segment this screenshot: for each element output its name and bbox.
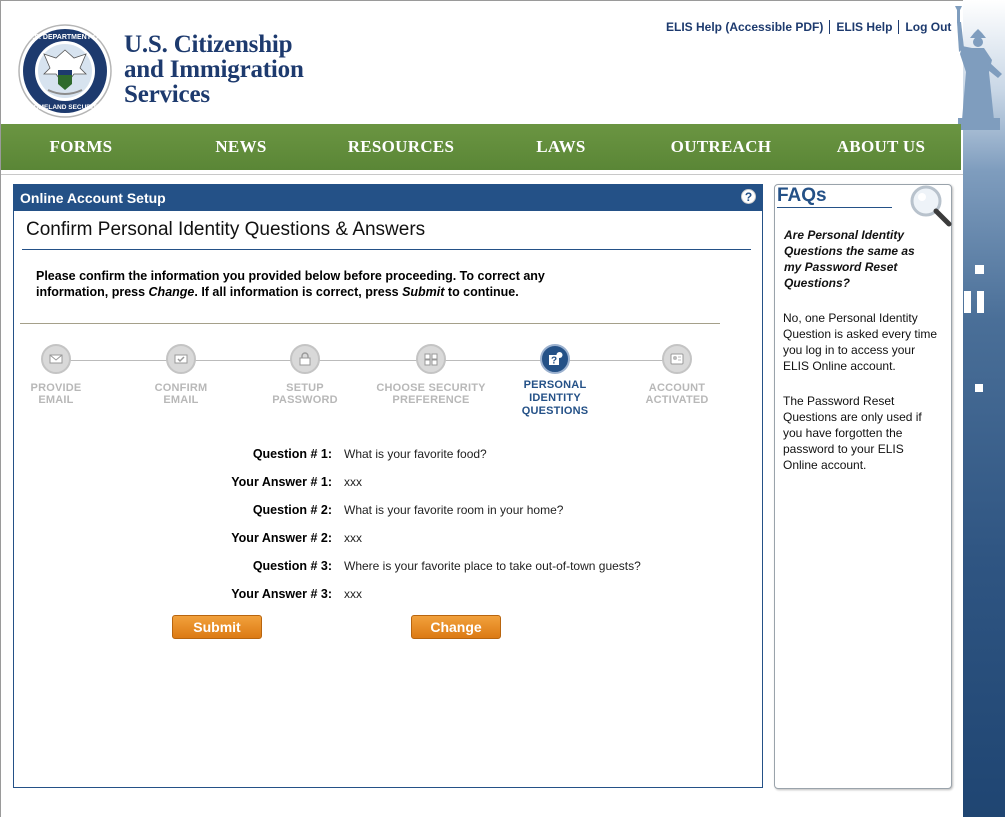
password-icon xyxy=(290,344,320,374)
answer-value: xxx xyxy=(344,587,362,601)
answer-label: Your Answer # 2: xyxy=(231,531,332,545)
step-setup-password xyxy=(245,341,365,406)
qa-row xyxy=(14,503,762,523)
step-label: CHOOSE SECURITY PREFERENCE xyxy=(376,382,486,406)
nav-news[interactable]: NEWS xyxy=(215,137,267,156)
faq-title-rule xyxy=(777,207,892,208)
step-label: PERSONAL IDENTITY QUESTIONS xyxy=(521,379,589,417)
submit-button[interactable]: Submit xyxy=(172,615,262,639)
agency-name-line2: and Immigration xyxy=(124,56,304,83)
help-icon[interactable]: ? xyxy=(741,189,756,204)
step-personal-identity-questions xyxy=(495,341,615,418)
qa-row xyxy=(14,587,762,607)
intro-part2: . If all information is correct, press xyxy=(194,285,403,299)
decorative-square xyxy=(975,384,983,392)
window-top-border xyxy=(0,0,1005,1)
qa-row xyxy=(14,531,762,551)
decorative-square xyxy=(975,265,984,274)
dhs-seal-logo[interactable] xyxy=(18,24,112,118)
step-label: SETUP PASSWORD xyxy=(272,382,338,406)
faq-title: FAQs xyxy=(777,185,827,206)
magnifier-icon xyxy=(907,182,953,228)
faq-panel xyxy=(774,184,952,789)
security-preference-icon xyxy=(416,344,446,374)
answer-label: Your Answer # 3: xyxy=(231,587,332,601)
question-label: Question # 2: xyxy=(252,503,332,517)
page-title: Confirm Personal Identity Questions & Answers xyxy=(26,219,426,240)
identity-questions-icon xyxy=(540,344,570,374)
step-label: ACCOUNT ACTIVATED xyxy=(645,382,709,406)
window-left-border xyxy=(0,0,1,817)
elis-help-link[interactable]: ELIS Help xyxy=(836,20,893,34)
svg-text:HOMELAND SECURITY: HOMELAND SECURITY xyxy=(28,104,102,111)
nav-forms[interactable]: FORMS xyxy=(49,137,113,156)
agency-name-line3: Services xyxy=(124,81,210,108)
svg-text:?: ? xyxy=(550,355,558,367)
answer-label: Your Answer # 1: xyxy=(231,475,332,489)
agency-name[interactable] xyxy=(124,32,304,107)
account-setup-panel xyxy=(13,184,763,788)
log-out-link[interactable]: Log Out xyxy=(905,20,952,34)
intro-part1: Please confirm the information you provided below before proceeding. To correct any information, press xyxy=(36,269,545,299)
intro-text xyxy=(36,268,576,300)
intro-part3: to continue. xyxy=(444,285,519,299)
change-button[interactable]: Change xyxy=(411,615,501,639)
panel-header-title: Online Account Setup xyxy=(20,190,166,206)
confirm-email-icon xyxy=(166,344,196,374)
faq-question: Are Personal Identity Questions the same as my Password Reset Questions? xyxy=(784,228,915,290)
email-icon xyxy=(41,344,71,374)
step-provide-email xyxy=(0,341,116,406)
question-label: Question # 1: xyxy=(252,447,332,461)
nav-about-us[interactable]: ABOUT US xyxy=(836,137,926,156)
qa-row xyxy=(14,475,762,495)
faq-answer-1: No, one Personal Identity Question is asked every time you log in to access your ELIS Online account. xyxy=(783,311,938,373)
progress-stepper xyxy=(14,341,762,431)
panel-header xyxy=(14,185,762,211)
step-confirm-email xyxy=(121,341,241,406)
answer-value: xxx xyxy=(344,475,362,489)
main-nav xyxy=(1,124,961,170)
question-value: Where is your favorite place to take out-of-town guests? xyxy=(344,559,641,573)
step-choose-security-preference xyxy=(371,341,491,406)
intro-submit-word: Submit xyxy=(402,285,445,299)
decorative-bar xyxy=(977,291,984,313)
utility-links xyxy=(660,20,957,34)
nav-outreach[interactable]: OUTREACH xyxy=(670,137,772,156)
question-value: What is your favorite room in your home? xyxy=(344,503,564,517)
account-activated-icon xyxy=(662,344,692,374)
step-account-activated xyxy=(617,341,737,406)
nav-laws[interactable]: LAWS xyxy=(536,137,586,156)
agency-name-line1: U.S. Citizenship xyxy=(124,31,293,58)
question-label: Question # 3: xyxy=(252,559,332,573)
qa-row xyxy=(14,447,762,467)
intro-divider xyxy=(20,323,720,324)
svg-text:U.S. DEPARTMENT OF: U.S. DEPARTMENT OF xyxy=(27,34,103,41)
decorative-bar xyxy=(964,291,971,313)
qa-row xyxy=(14,559,762,579)
answer-value: xxx xyxy=(344,531,362,545)
intro-change-word: Change xyxy=(148,285,195,299)
title-divider xyxy=(22,249,751,250)
question-value: What is your favorite food? xyxy=(344,447,487,461)
step-label: CONFIRM EMAIL xyxy=(154,382,208,406)
nav-resources[interactable]: RESOURCES xyxy=(347,137,455,156)
step-label: PROVIDE EMAIL xyxy=(30,382,82,406)
faq-answer-2: The Password Reset Questions are only used if you have forgotten the password to your ELIS Online account. xyxy=(783,394,922,472)
elis-help-pdf-link[interactable]: ELIS Help (Accessible PDF) xyxy=(666,20,824,34)
nav-underline xyxy=(1,170,963,175)
